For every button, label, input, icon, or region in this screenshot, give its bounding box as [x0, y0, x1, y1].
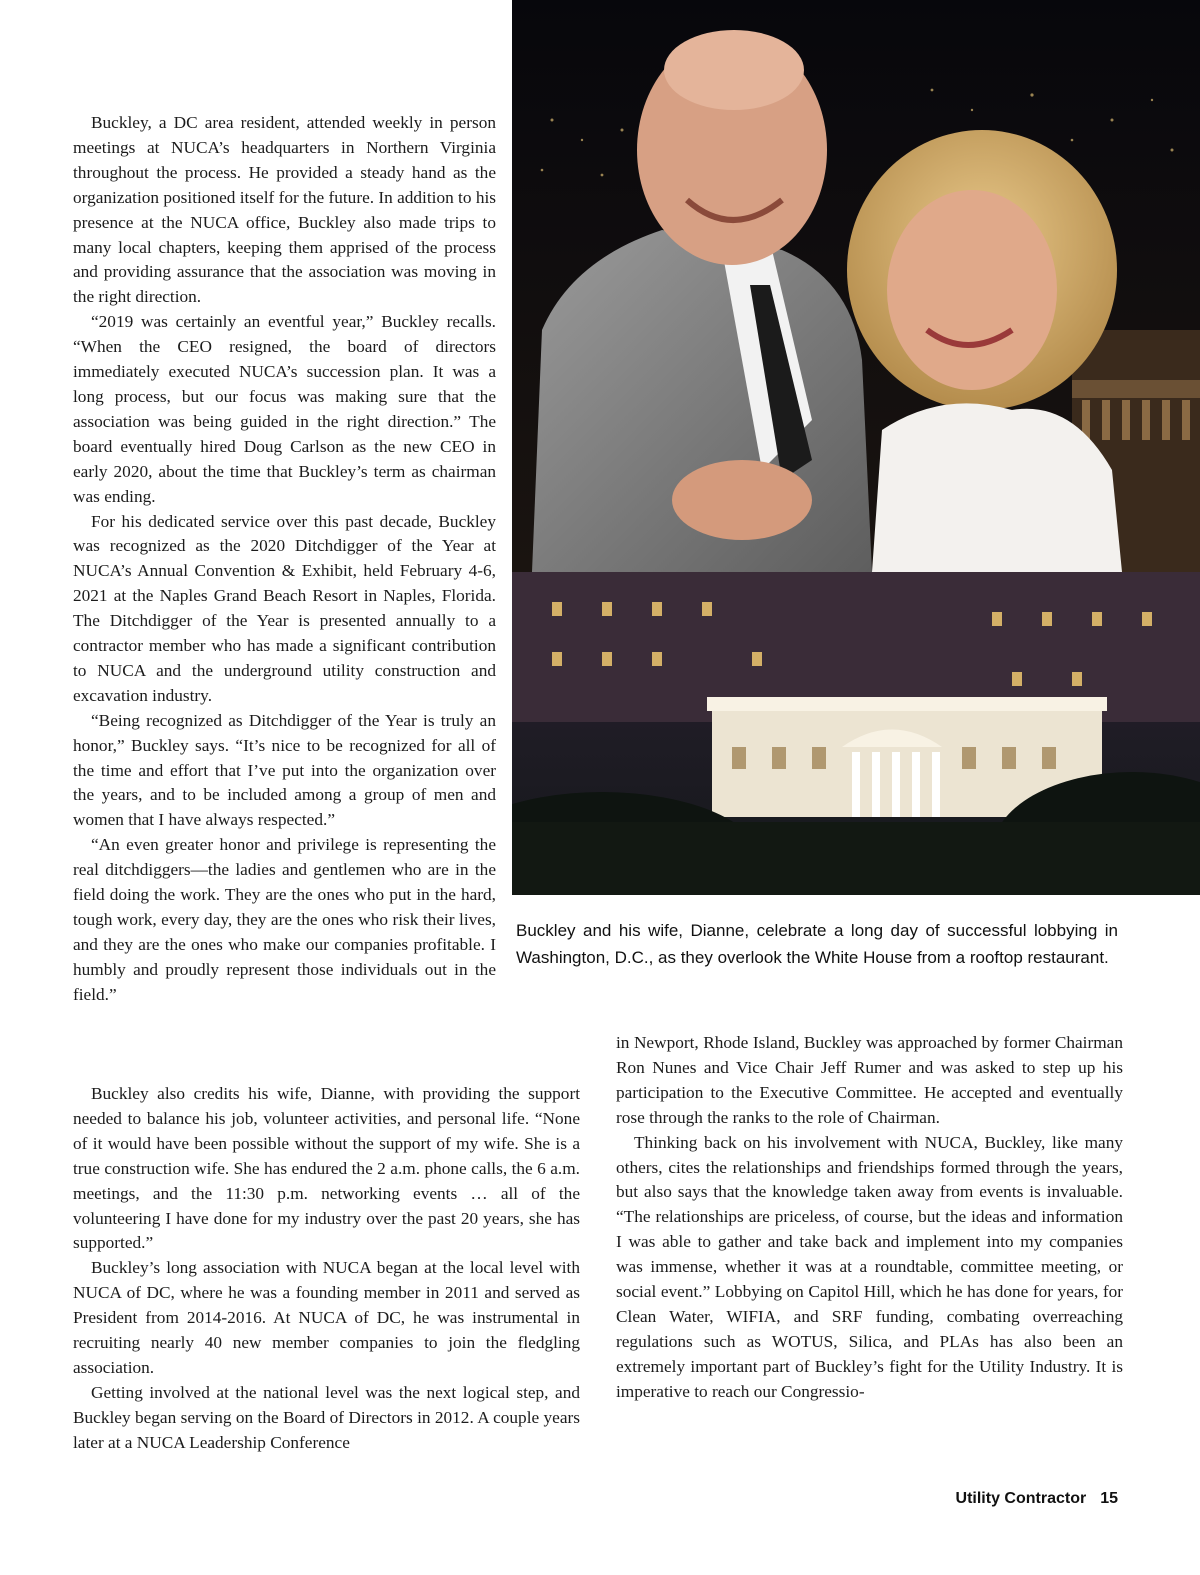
body-paragraph: Buckley, a DC area resident, attended weekly in person meetings at NUCA’s headquarters in Northern Virginia throughout the process. He provided a steady hand as the organization positioned itself for the future. In addition to his presence at the NUCA office, Buckley also made trips to many local chapters, keeping them apprised of the process and providing assurance that the association was moving in the right direction. [73, 113, 496, 307]
article-photo [512, 0, 1200, 895]
white-house-photo [512, 572, 1200, 895]
photo-caption: Buckley and his wife, Dianne, celebrate a long day of successful lobbying in Washington, D.C., as they overlook the White House from a rooftop restaurant. [516, 921, 1118, 967]
body-paragraph: Buckley also credits his wife, Dianne, with providing the support needed to balance his job, volunteer activities, and personal life. “None of it would have been possible without the support of my wife. She is a true construction wife. She has endured the 2 a.m. phone calls, the 6 a.m. meetings, and the 11:30 p.m. networking events … all of the volunteering I have done for my industry over the past 20 years, she has supported.” [73, 1084, 580, 1253]
body-paragraph: “An even greater honor and privilege is representing the real ditchdiggers—the ladies and gentlemen who are in the field doing the work. They are the ones who put in the hard, tough work, every day, they are the ones who risk their lives, and they are the ones who make our companies profitable. I humbly and proudly represent those individuals out in the field.” [73, 835, 496, 1004]
page-number: 15 [1100, 1490, 1118, 1507]
left-column-lower [73, 1082, 580, 1456]
right-column [616, 1031, 1123, 1405]
body-paragraph: “2019 was certainly an eventful year,” Buckley recalls. “When the CEO resigned, the board of directors immediately executed NUCA’s succession plan. It was a long process, but our focus was making sure that the association was being guided in the right direction.” The board eventually hired Doug Carlson as the new CEO in early 2020, about the time that Buckley’s term as chairman was ending. [73, 312, 496, 506]
body-paragraph: Getting involved at the national level was the next logical step, and Buckley began serving on the Board of Directors in 2012. A couple years later at a NUCA Leadership Conference [73, 1382, 580, 1452]
body-paragraph: Thinking back on his involvement with NUCA, Buckley, like many others, cites the relationships and friendships formed through the years, but also says that the knowledge taken away from events is invaluable. “The relationships are priceless, of course, but the ideas and information I was able to gather and take back and implement into my companies was immense, whether it was at a roundtable, committee meeting, or social event.” Lobbying on Capitol Hill, which he has done for years, for Clean Water, WIFIA, and SRF funding, combating overreaching regulations such as WOTUS, Silica, and PLAs has also been an extremely important part of Buckley’s fight for the Utility Industry. It is imperative to reach our Congressio- [616, 1132, 1123, 1401]
publication-name: Utility Contractor [955, 1490, 1087, 1507]
body-paragraph: “Being recognized as Ditchdigger of the Year is truly an honor,” Buckley says. “It’s nice to be recognized for all of the time and effort that I’ve put into the organization over the years, and to be included among a group of men and women that I have always respected.” [73, 710, 496, 830]
body-paragraph: For his dedicated service over this past decade, Buckley was recognized as the 2020 Ditchdigger of the Year at NUCA’s Annual Convention & Exhibit, held February 4-6, 2021 at the Naples Grand Beach Resort in Naples, Florida. The Ditchdigger of the Year is presented annually to a contractor member who has made a significant contribution to NUCA and the underground utility construction and excavation industry. [73, 511, 496, 705]
left-column [73, 111, 496, 1008]
body-paragraph: Buckley’s long association with NUCA began at the local level with NUCA of DC, where he was a founding member in 2011 and served as President from 2014-2016. At NUCA of DC, he was instrumental in recruiting nearly 40 new member companies to join the fledgling association. [73, 1258, 580, 1377]
body-paragraph: in Newport, Rhode Island, Buckley was approached by former Chairman Ron Nunes and Vice Chair Jeff Rumer and was asked to step up his participation to the Executive Committee. He accepted and eventually rose through the ranks to the role of Chairman. [616, 1033, 1123, 1127]
page-footer [956, 1490, 1118, 1508]
couple-photo [512, 0, 1200, 572]
